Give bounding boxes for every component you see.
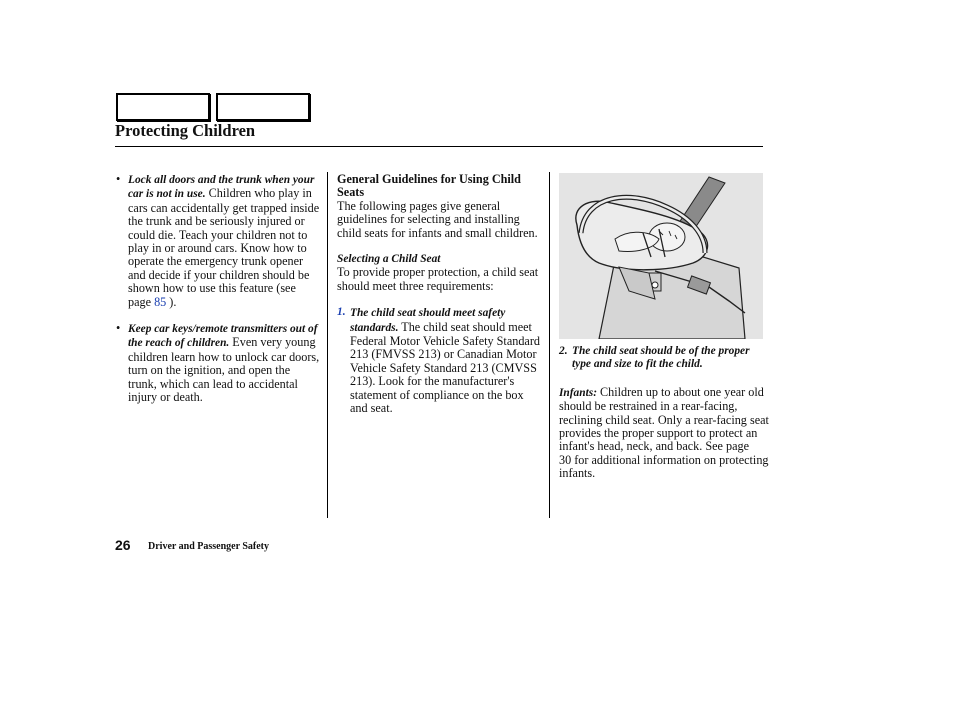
column-divider-2 — [549, 172, 550, 518]
infants-tail: for additional information on protecting infants. — [559, 452, 769, 481]
infants-body: Children up to about one year old should be restrained in a rear-facing, reclining child seat. Only a rear-facing seat provides the proper support to protect an infant's head, neck, and back. See page — [559, 384, 769, 454]
bullet-body: Children who play in cars can accidentally get trapped inside the trunk and be seriously injured or could die. Teach your children not to play in or around cars. Know how to operate the emergency trunk opener and decide if your children should be shown how to use this feature (see page — [128, 186, 320, 309]
bullet-dot: • — [116, 321, 121, 336]
caption-text: The child seat should be of the proper type and size to fit the child. — [572, 345, 750, 371]
requirements-intro: To provide proper protection, a child seat should meet three requirements: — [337, 265, 539, 293]
column-2 — [337, 173, 543, 416]
infants-paragraph — [559, 386, 769, 481]
illustration-caption — [559, 345, 769, 372]
bullet-body: Even very young children learn how to unlock car doors, turn on the ignition, and open the trunk, which can lead to accidental injury or death. — [128, 335, 320, 405]
item-body: The child seat should meet Federal Motor Vehicle Safety Standard 213 (FMVSS 213) or Canadian Motor Vehicle Safety Standard 213 (CMVSS 213). Look for the manufacturer's statement of compliance on the box and seat. — [350, 319, 540, 416]
infants-page-reference[interactable]: 30 — [559, 452, 572, 467]
intro-paragraph: The following pages give general guidelines for selecting and installing child seats for infants and small children. — [337, 198, 538, 240]
bullet-tail: ). — [166, 294, 177, 309]
title-divider — [115, 146, 763, 147]
column-divider-1 — [327, 172, 328, 518]
bullet-item-car-keys — [116, 322, 320, 404]
section-heading: General Guidelines for Using Child Seats — [337, 172, 521, 200]
item-number: 1. — [337, 306, 346, 319]
item-lead: The child seat should meet safety standards. — [350, 307, 506, 334]
column-3 — [559, 173, 769, 481]
bullet-item-lock-doors — [116, 173, 320, 309]
page-number: 26 — [115, 537, 131, 553]
bullet-dot: • — [116, 172, 121, 186]
requirement-item-1 — [337, 306, 543, 415]
subheading: Selecting a Child Seat — [337, 253, 441, 266]
caption-number: 2. — [559, 345, 568, 357]
bullet-lead: Keep car keys/remote transmitters out of the reach of children. — [128, 323, 318, 350]
infants-lead: Infants: — [559, 386, 597, 399]
page-title: Protecting Children — [115, 121, 256, 140]
column-1 — [116, 173, 320, 418]
infant-seat-illustration — [559, 173, 763, 339]
bullet-lead: Lock all doors and the trunk when your car is not in use. — [128, 174, 315, 201]
page-reference-link[interactable]: 85 — [154, 294, 167, 309]
footer-section-label: Driver and Passenger Safety — [148, 541, 270, 552]
section-tab-box-2 — [216, 93, 310, 121]
section-tab-box-1 — [116, 93, 210, 121]
